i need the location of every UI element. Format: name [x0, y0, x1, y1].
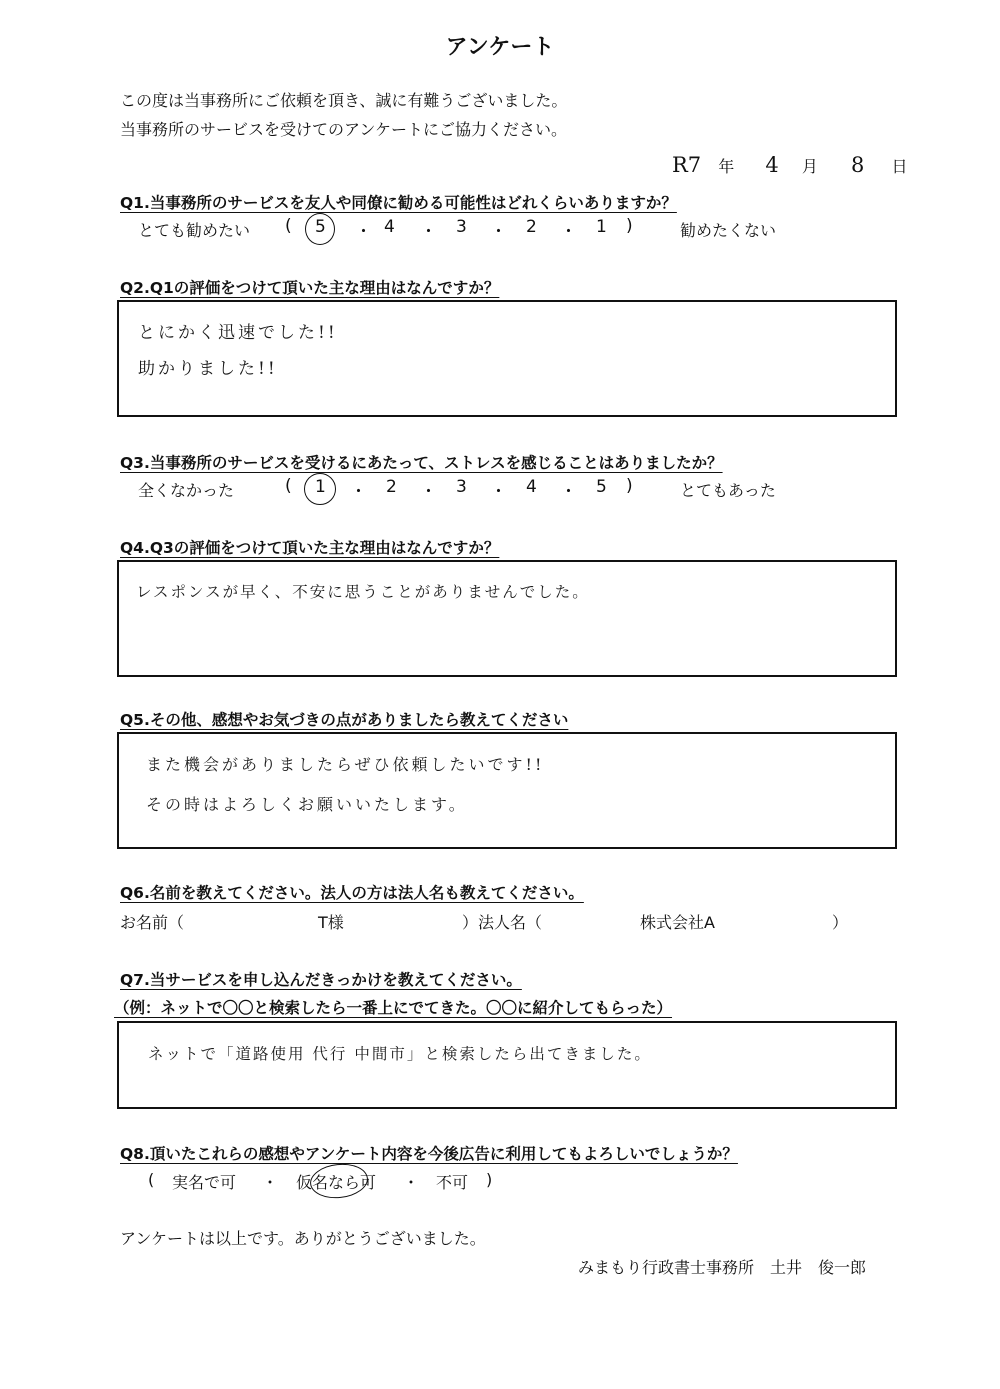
- q3-dot: ・: [490, 482, 507, 502]
- q2-answer-line-2: 助かりました!!: [138, 359, 278, 379]
- q4-question: Q4.Q3の評価をつけて頂いた主な理由はなんですか？: [120, 539, 500, 557]
- q6-corp-label: ）法人名（: [462, 913, 543, 932]
- q8-close-paren: ): [486, 1170, 493, 1189]
- q5-answer-box: [117, 732, 897, 849]
- q8-dot: ・: [262, 1173, 279, 1192]
- q8-option-pseudonym: 仮名なら可: [296, 1173, 377, 1192]
- q1-option-4: 4: [384, 217, 395, 237]
- q8-option-not-allowed: 不可: [436, 1173, 469, 1192]
- office-signature: みまもり行政書士事務所 土井 俊一郎: [578, 1258, 867, 1277]
- q3-option-1: 1: [315, 477, 326, 497]
- q3-dot: ・: [350, 482, 367, 502]
- q2-answer-line-1: とにかく迅速でした!!: [138, 323, 338, 343]
- q8-selection-circle: [308, 1161, 369, 1201]
- date-year-label: 年: [718, 157, 735, 176]
- q7-example: （例：ネットで〇〇と検索したら一番上にでてきた。〇〇に紹介してもらった）: [114, 999, 673, 1017]
- q5-answer-line-1: また機会がありましたらぜひ依頼したいです!!: [146, 755, 545, 774]
- q5-answer-line-2: その時はよろしくお願いいたします。: [146, 795, 468, 814]
- q8-question: Q8.頂いたこれらの感想やアンケート内容を今後広告に利用してもよろしいでしょうか？: [120, 1145, 738, 1163]
- q1-question: Q1.当事務所のサービスを友人や同僚に勧める可能性はどれくらいありますか？: [120, 194, 677, 212]
- q7-answer-box: [117, 1021, 897, 1109]
- q3-dot: ・: [420, 482, 437, 502]
- q3-close-paren: ): [626, 476, 633, 496]
- q2-question: Q2.Q1の評価をつけて頂いた主な理由はなんですか？: [120, 279, 500, 297]
- intro-line-1: この度は当事務所にご依頼を頂き、誠に有難うございました。: [120, 91, 568, 110]
- date-day: 8: [850, 153, 865, 177]
- q3-right-label: とてもあった: [680, 481, 776, 500]
- q4-answer-line-1: レスポンスが早く、不安に思うことがありませんでした。: [136, 583, 590, 601]
- date-era-year: R7: [672, 153, 702, 177]
- q7-answer-line-1: ネットで「道路使用 代行 中間市」と検索したら出てきました。: [148, 1045, 652, 1063]
- survey-date: [672, 153, 907, 177]
- q7-question: Q7.当サービスを申し込んだきっかけを教えてください。: [120, 971, 522, 989]
- intro-line-2: 当事務所のサービスを受けてのアンケートにご協力ください。: [120, 120, 568, 139]
- q1-dot: ・: [355, 222, 372, 242]
- q1-option-5: 5: [315, 217, 326, 237]
- q1-dot: ・: [490, 222, 507, 242]
- closing-text: アンケートは以上です。ありがとうございました。: [120, 1229, 486, 1248]
- q6-close-paren: ）: [832, 913, 849, 932]
- q8-open-paren: (: [148, 1170, 155, 1189]
- q6-question: Q6.名前を教えてください。法人の方は法人名も教えてください。: [120, 884, 584, 902]
- q3-option-4: 4: [526, 477, 537, 497]
- q8-option-real-name: 実名で可: [172, 1173, 237, 1192]
- page-title: アンケート: [445, 35, 555, 60]
- q3-open-paren: (: [285, 476, 292, 496]
- q3-question: Q3.当事務所のサービスを受けるにあたって、ストレスを感じることはありましたか？: [120, 454, 723, 472]
- q3-option-2: 2: [386, 477, 397, 497]
- q1-close-paren: ): [626, 216, 633, 236]
- q1-option-2: 2: [526, 217, 537, 237]
- q4-answer-box: [117, 560, 897, 677]
- q1-open-paren: (: [285, 216, 292, 236]
- q6-name-label: お名前（: [120, 913, 185, 932]
- date-day-label: 日: [891, 157, 908, 176]
- q3-dot: ・: [560, 482, 577, 502]
- q1-option-1: 1: [596, 217, 607, 237]
- q1-dot: ・: [560, 222, 577, 242]
- q1-right-label: 勧めたくない: [680, 221, 777, 240]
- q1-option-3: 3: [456, 217, 467, 237]
- date-month: 4: [765, 153, 779, 177]
- q3-selection-circle: [304, 473, 336, 505]
- q3-left-label: 全くなかった: [138, 481, 235, 500]
- q5-question: Q5.その他、感想やお気づきの点がありましたら教えてください: [120, 711, 569, 729]
- q6-corp-value: 株式会社A: [640, 913, 715, 932]
- q1-left-label: とても勧めたい: [138, 221, 251, 240]
- date-month-label: 月: [801, 157, 818, 176]
- q6-name-value: T様: [318, 913, 344, 932]
- q8-dot: ・: [403, 1173, 420, 1192]
- q1-selection-circle: [305, 213, 335, 245]
- q3-option-5: 5: [596, 477, 607, 497]
- q3-option-3: 3: [456, 477, 467, 497]
- q1-dot: ・: [420, 222, 437, 242]
